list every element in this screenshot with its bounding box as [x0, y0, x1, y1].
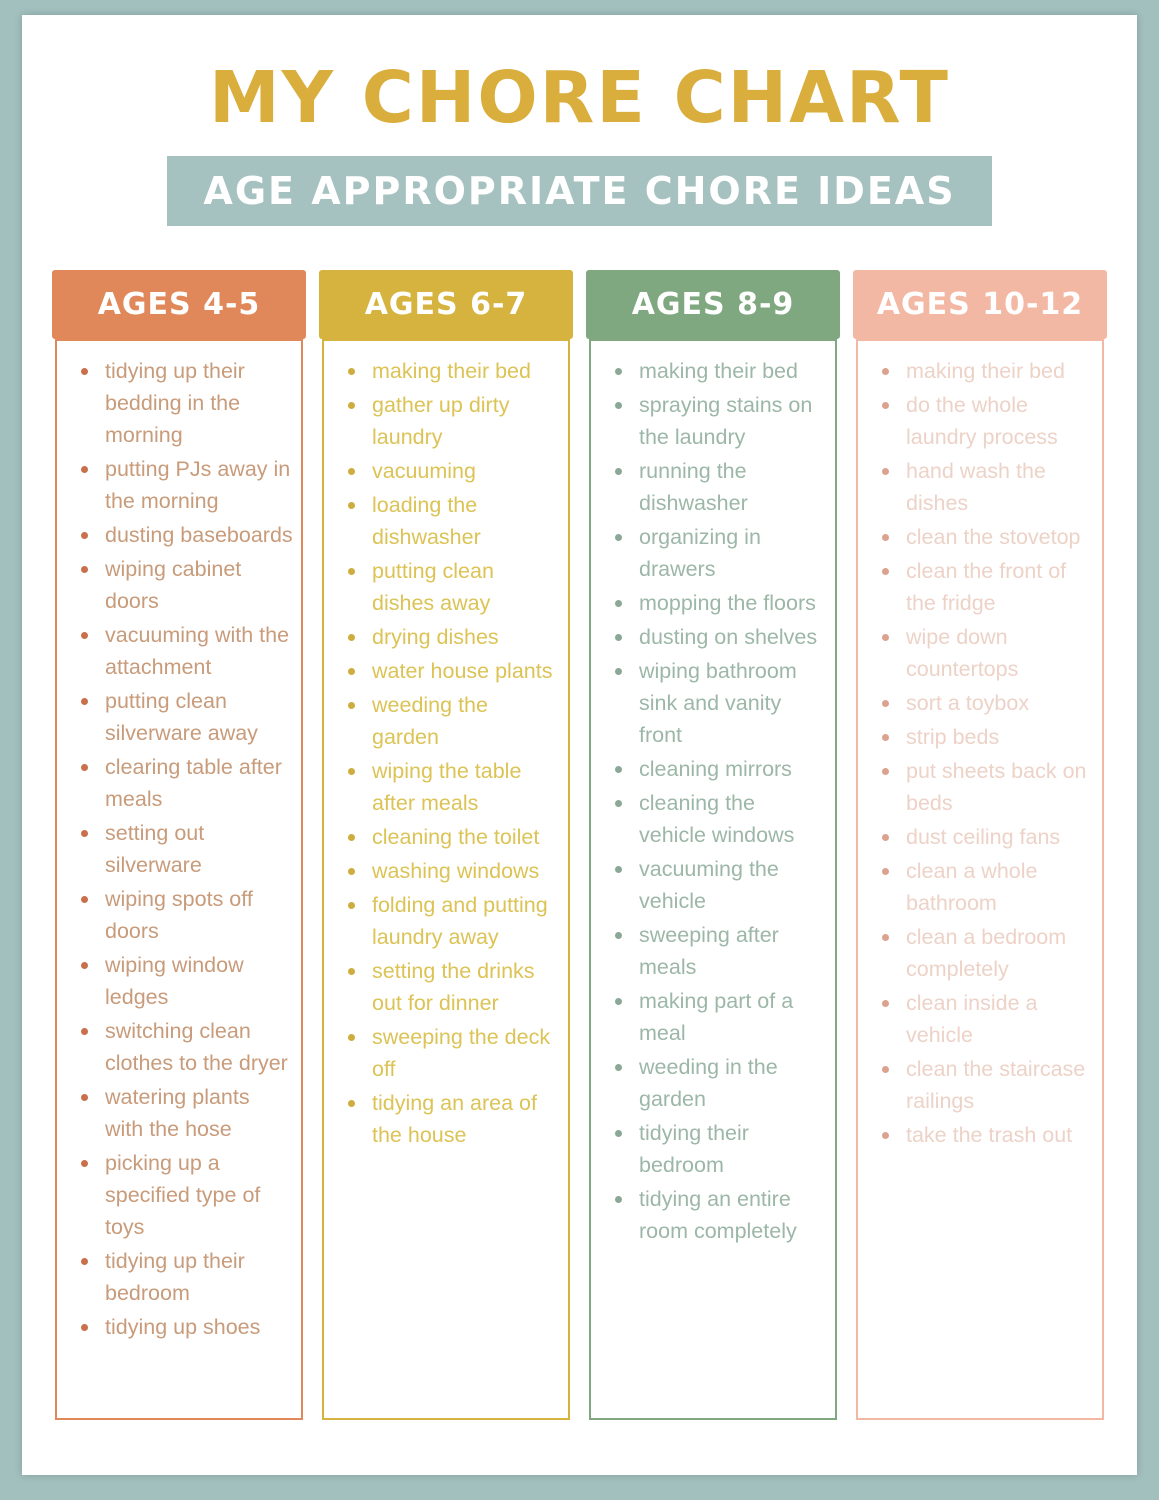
chore-text: folding and putting laundry away — [372, 892, 548, 949]
chore-text: wiping cabinet doors — [105, 556, 242, 613]
list-item — [591, 919, 835, 985]
chore-text: clean a bedroom completely — [906, 924, 1067, 981]
list-item — [57, 1311, 301, 1345]
chore-text: tidying an area of the house — [372, 1090, 537, 1147]
chore-list — [324, 355, 568, 1153]
bullet-icon — [882, 868, 889, 875]
bullet-icon — [882, 700, 889, 707]
bullet-icon — [81, 698, 88, 705]
chore-text: cleaning the toilet — [372, 824, 540, 849]
bullet-icon — [882, 402, 889, 409]
bullet-icon — [882, 568, 889, 575]
bullet-icon — [348, 634, 355, 641]
bullet-icon — [615, 800, 622, 807]
list-item — [858, 721, 1102, 755]
chore-text: sort a toybox — [906, 690, 1030, 715]
bullet-icon — [615, 1196, 622, 1203]
list-item — [57, 1147, 301, 1245]
list-item — [591, 1051, 835, 1117]
bullet-icon — [348, 902, 355, 909]
bullet-icon — [615, 402, 622, 409]
chore-text: vacuuming with the attachment — [105, 622, 290, 679]
bullet-icon — [81, 566, 88, 573]
list-item — [858, 389, 1102, 455]
chore-text: gather up dirty laundry — [372, 392, 510, 449]
bullet-icon — [348, 834, 355, 841]
list-item — [324, 389, 568, 455]
chore-text: weeding the garden — [372, 692, 488, 749]
bullet-icon — [81, 466, 88, 473]
chore-text: do the whole laundry process — [906, 392, 1058, 449]
list-item — [324, 855, 568, 889]
list-item — [324, 655, 568, 689]
chore-text: dusting baseboards — [105, 522, 293, 547]
list-item — [591, 1183, 835, 1249]
chore-text: water house plants — [372, 658, 553, 683]
bullet-icon — [81, 368, 88, 375]
list-item — [324, 455, 568, 489]
bullet-icon — [348, 402, 355, 409]
bullet-icon — [882, 834, 889, 841]
chore-text: spraying stains on the laundry — [639, 392, 813, 449]
bullet-icon — [81, 896, 88, 903]
chore-text: vacuuming the vehicle — [639, 856, 779, 913]
chore-text: tidying up their bedding in the morning — [105, 358, 245, 447]
list-item — [57, 949, 301, 1015]
chore-text: sweeping after meals — [639, 922, 779, 979]
list-item — [858, 1119, 1102, 1153]
bullet-icon — [882, 534, 889, 541]
page-title: MY CHORE CHART — [209, 56, 950, 139]
chore-text: clean the stovetop — [906, 524, 1081, 549]
bullet-icon — [81, 830, 88, 837]
chore-text: clean inside a vehicle — [906, 990, 1038, 1047]
column-ages-6-7 — [319, 270, 573, 1420]
column-ages-10-12 — [853, 270, 1107, 1420]
list-item — [57, 553, 301, 619]
chore-text: setting the drinks out for dinner — [372, 958, 535, 1015]
chore-text: dusting on shelves — [639, 624, 818, 649]
chore-text: take the trash out — [906, 1122, 1073, 1147]
bullet-icon — [81, 1094, 88, 1101]
column-ages-4-5 — [52, 270, 306, 1420]
bullet-icon — [615, 468, 622, 475]
chore-text: hand wash the dishes — [906, 458, 1046, 515]
chore-text: cleaning mirrors — [639, 756, 792, 781]
chore-text: putting PJs away in the morning — [105, 456, 291, 513]
bullet-icon — [348, 468, 355, 475]
bullet-icon — [882, 1000, 889, 1007]
list-item — [858, 987, 1102, 1053]
list-item — [57, 751, 301, 817]
list-item — [591, 655, 835, 753]
bullet-icon — [615, 932, 622, 939]
list-item — [591, 587, 835, 621]
list-item — [324, 555, 568, 621]
chore-columns — [52, 270, 1107, 1420]
chore-text: making their bed — [372, 358, 531, 383]
list-item — [324, 689, 568, 755]
column-body-ages-6-7 — [322, 339, 570, 1420]
chore-text: vacuuming — [372, 458, 476, 483]
chore-text: making their bed — [639, 358, 798, 383]
bullet-icon — [348, 568, 355, 575]
list-item — [858, 455, 1102, 521]
list-item — [324, 621, 568, 655]
bullet-icon — [615, 1064, 622, 1071]
chore-text: picking up a specified type of toys — [105, 1150, 261, 1239]
list-item — [324, 1021, 568, 1087]
bullet-icon — [615, 634, 622, 641]
list-item — [591, 621, 835, 655]
chore-text: wiping spots off doors — [105, 886, 253, 943]
column-header-ages-4-5: AGES 4-5 — [52, 270, 306, 339]
list-item — [858, 1053, 1102, 1119]
list-item — [591, 985, 835, 1051]
page-subtitle: AGE APPROPRIATE CHORE IDEAS — [167, 156, 991, 226]
bullet-icon — [348, 668, 355, 675]
list-item — [324, 755, 568, 821]
chore-text: drying dishes — [372, 624, 499, 649]
list-item — [858, 355, 1102, 389]
bullet-icon — [348, 968, 355, 975]
bullet-icon — [81, 1160, 88, 1167]
chore-text: tidying their bedroom — [639, 1120, 749, 1177]
chore-text: putting clean silverware away — [105, 688, 258, 745]
list-item — [858, 821, 1102, 855]
list-item — [324, 955, 568, 1021]
list-item — [324, 889, 568, 955]
chore-text: switching clean clothes to the dryer — [105, 1018, 288, 1075]
list-item — [57, 453, 301, 519]
bullet-icon — [882, 634, 889, 641]
chore-text: clean the front of the fridge — [906, 558, 1067, 615]
chore-text: cleaning the vehicle windows — [639, 790, 795, 847]
list-item — [57, 355, 301, 453]
bullet-icon — [81, 1258, 88, 1265]
bullet-icon — [348, 1034, 355, 1041]
list-item — [858, 687, 1102, 721]
bullet-icon — [615, 668, 622, 675]
column-header-ages-10-12: AGES 10-12 — [853, 270, 1107, 339]
list-item — [591, 455, 835, 521]
chore-list — [591, 355, 835, 1249]
list-item — [591, 521, 835, 587]
bullet-icon — [81, 632, 88, 639]
bullet-icon — [615, 766, 622, 773]
list-item — [858, 921, 1102, 987]
bullet-icon — [81, 532, 88, 539]
bullet-icon — [882, 468, 889, 475]
bullet-icon — [81, 1028, 88, 1035]
chore-text: clean a whole bathroom — [906, 858, 1038, 915]
bullet-icon — [615, 998, 622, 1005]
bullet-icon — [348, 1100, 355, 1107]
chore-list — [858, 355, 1102, 1153]
list-item — [591, 787, 835, 853]
chore-text: loading the dishwasher — [372, 492, 481, 549]
bullet-icon — [882, 934, 889, 941]
chore-text: strip beds — [906, 724, 1000, 749]
list-item — [858, 555, 1102, 621]
list-item — [858, 755, 1102, 821]
bullet-icon — [882, 1132, 889, 1139]
bullet-icon — [348, 768, 355, 775]
bullet-icon — [882, 734, 889, 741]
column-body-ages-4-5 — [55, 339, 303, 1420]
bullet-icon — [882, 1066, 889, 1073]
chore-text: wipe down countertops — [906, 624, 1019, 681]
list-item — [57, 883, 301, 949]
bullet-icon — [81, 1324, 88, 1331]
column-body-ages-10-12 — [856, 339, 1104, 1420]
bullet-icon — [615, 368, 622, 375]
column-header-ages-6-7: AGES 6-7 — [319, 270, 573, 339]
list-item — [591, 853, 835, 919]
list-item — [57, 519, 301, 553]
chore-text: put sheets back on beds — [906, 758, 1087, 815]
page — [22, 15, 1137, 1475]
bullet-icon — [348, 702, 355, 709]
list-item — [591, 753, 835, 787]
list-item — [858, 621, 1102, 687]
chore-text: mopping the floors — [639, 590, 816, 615]
chore-text: weeding in the garden — [639, 1054, 778, 1111]
list-item — [858, 855, 1102, 921]
bullet-icon — [615, 866, 622, 873]
list-item — [858, 521, 1102, 555]
list-item — [57, 1015, 301, 1081]
chore-text: watering plants with the hose — [105, 1084, 250, 1141]
chore-text: tidying up shoes — [105, 1314, 261, 1339]
chore-text: wiping the table after meals — [372, 758, 522, 815]
chore-text: making part of a meal — [639, 988, 794, 1045]
bullet-icon — [615, 1130, 622, 1137]
list-item — [591, 355, 835, 389]
bullet-icon — [81, 764, 88, 771]
bullet-icon — [615, 600, 622, 607]
bullet-icon — [615, 534, 622, 541]
list-item — [324, 1087, 568, 1153]
chore-text: sweeping the deck off — [372, 1024, 551, 1081]
bullet-icon — [348, 368, 355, 375]
chore-text: tidying up their bedroom — [105, 1248, 245, 1305]
bullet-icon — [882, 768, 889, 775]
list-item — [324, 489, 568, 555]
chore-text: setting out silverware — [105, 820, 205, 877]
list-item — [591, 1117, 835, 1183]
list-item — [57, 1081, 301, 1147]
list-item — [57, 817, 301, 883]
chore-text: dust ceiling fans — [906, 824, 1061, 849]
chore-text: washing windows — [372, 858, 540, 883]
list-item — [57, 619, 301, 685]
chore-text: clean the staircase railings — [906, 1056, 1086, 1113]
column-body-ages-8-9 — [589, 339, 837, 1420]
chore-list — [57, 355, 301, 1345]
bullet-icon — [348, 868, 355, 875]
chore-text: making their bed — [906, 358, 1065, 383]
list-item — [57, 685, 301, 751]
bullet-icon — [348, 502, 355, 509]
chore-text: running the dishwasher — [639, 458, 748, 515]
list-item — [324, 821, 568, 855]
bullet-icon — [81, 962, 88, 969]
chore-text: tidying an entire room completely — [639, 1186, 797, 1243]
list-item — [57, 1245, 301, 1311]
list-item — [324, 355, 568, 389]
chore-text: wiping window ledges — [105, 952, 244, 1009]
chore-text: clearing table after meals — [105, 754, 282, 811]
column-ages-8-9 — [586, 270, 840, 1420]
chore-text: wiping bathroom sink and vanity front — [639, 658, 797, 747]
list-item — [591, 389, 835, 455]
chore-text: putting clean dishes away — [372, 558, 494, 615]
column-header-ages-8-9: AGES 8-9 — [586, 270, 840, 339]
bullet-icon — [882, 368, 889, 375]
chore-text: organizing in drawers — [639, 524, 761, 581]
